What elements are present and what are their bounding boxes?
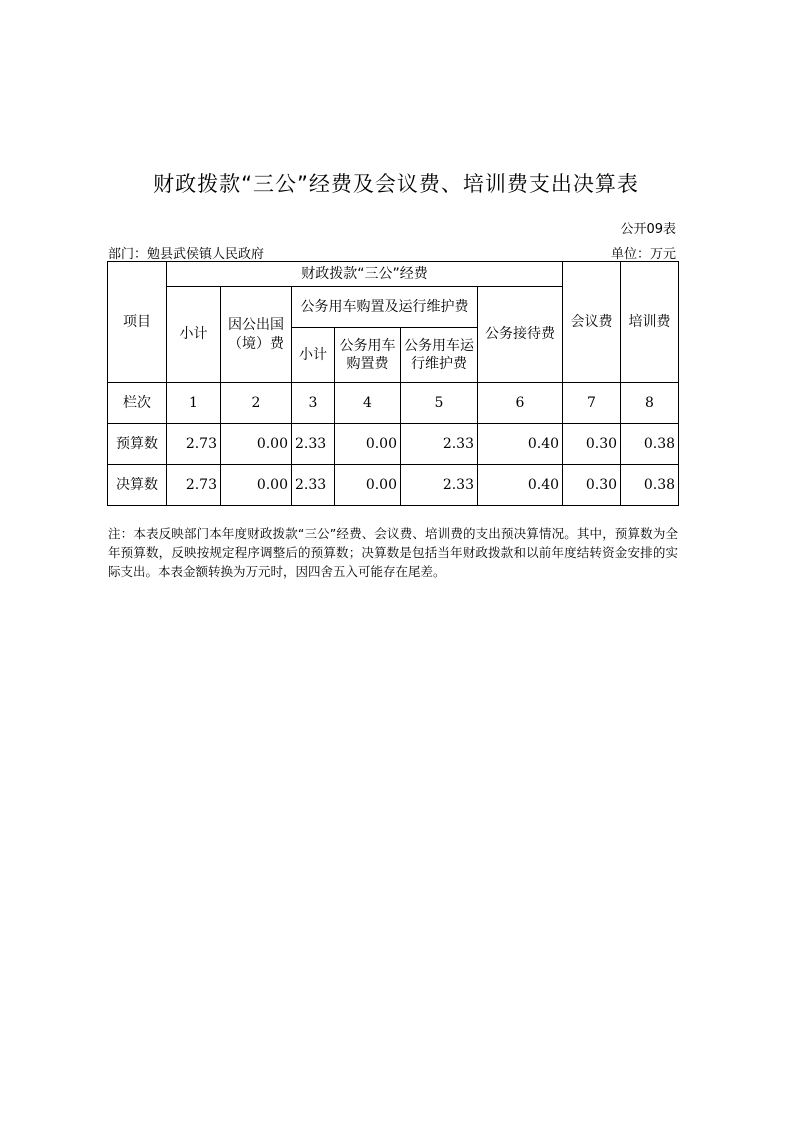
header-subtotal: 小计	[167, 287, 221, 383]
cell: 5	[401, 383, 478, 424]
cell: 2.33	[292, 424, 335, 465]
unit-label: 单位：万元	[610, 247, 676, 262]
cell: 2.73	[167, 424, 221, 465]
header-vehicle-purchase: 公务用车购置费	[335, 328, 401, 383]
cell: 0.38	[621, 465, 679, 506]
form-number: 公开09表	[620, 222, 676, 237]
cell: 2	[221, 383, 292, 424]
header-reception: 公务接待费	[478, 287, 563, 383]
cell: 0.00	[221, 465, 292, 506]
header-item: 项目	[108, 262, 167, 383]
cell: 0.38	[621, 424, 679, 465]
cell: 2.33	[401, 465, 478, 506]
table-row-budget	[108, 424, 679, 465]
footnote: 注：本表反映部门本年度财政拨款“三公”经费、会议费、培训费的支出预决算情况。其中，预算数为全年预算数，反映按规定程序调整后的预算数；决算数是包括当年财政拨款和以前年度结转资金安排的实际支出。本表金额转换为万元时，因四舍五入可能存在尾差。	[108, 526, 678, 579]
cell: 0.40	[478, 465, 563, 506]
table-row-column-index	[108, 383, 679, 424]
cell: 0.30	[563, 465, 621, 506]
cell: 6	[478, 383, 563, 424]
cell: 2.33	[401, 424, 478, 465]
cell: 0.40	[478, 424, 563, 465]
cell: 4	[335, 383, 401, 424]
row-label: 栏次	[108, 383, 167, 424]
cell: 2.33	[292, 465, 335, 506]
cell: 2.73	[167, 465, 221, 506]
cell: 1	[167, 383, 221, 424]
row-label: 预算数	[108, 424, 167, 465]
cell: 0.00	[335, 424, 401, 465]
header-vehicle-operation: 公务用车运行维护费	[401, 328, 478, 383]
cell: 7	[563, 383, 621, 424]
header-abroad: 因公出国（境）费	[221, 287, 292, 383]
header-vehicle-subtotal: 小计	[292, 328, 335, 383]
cell: 8	[621, 383, 679, 424]
cell: 3	[292, 383, 335, 424]
row-label: 决算数	[108, 465, 167, 506]
department-label: 部门：勉县武侯镇人民政府	[108, 247, 265, 262]
cell: 0.00	[221, 424, 292, 465]
page-title: 财政拨款“三公”经费及会议费、培训费支出决算表	[153, 172, 639, 196]
cell: 0.00	[335, 465, 401, 506]
header-training: 培训费	[621, 262, 679, 383]
expenditure-table	[107, 261, 679, 506]
header-three-public-group: 财政拨款“三公”经费	[167, 262, 563, 287]
cell: 0.30	[563, 424, 621, 465]
header-meeting: 会议费	[563, 262, 621, 383]
header-vehicle-group: 公务用车购置及运行维护费	[292, 287, 478, 328]
table-row-final	[108, 465, 679, 506]
